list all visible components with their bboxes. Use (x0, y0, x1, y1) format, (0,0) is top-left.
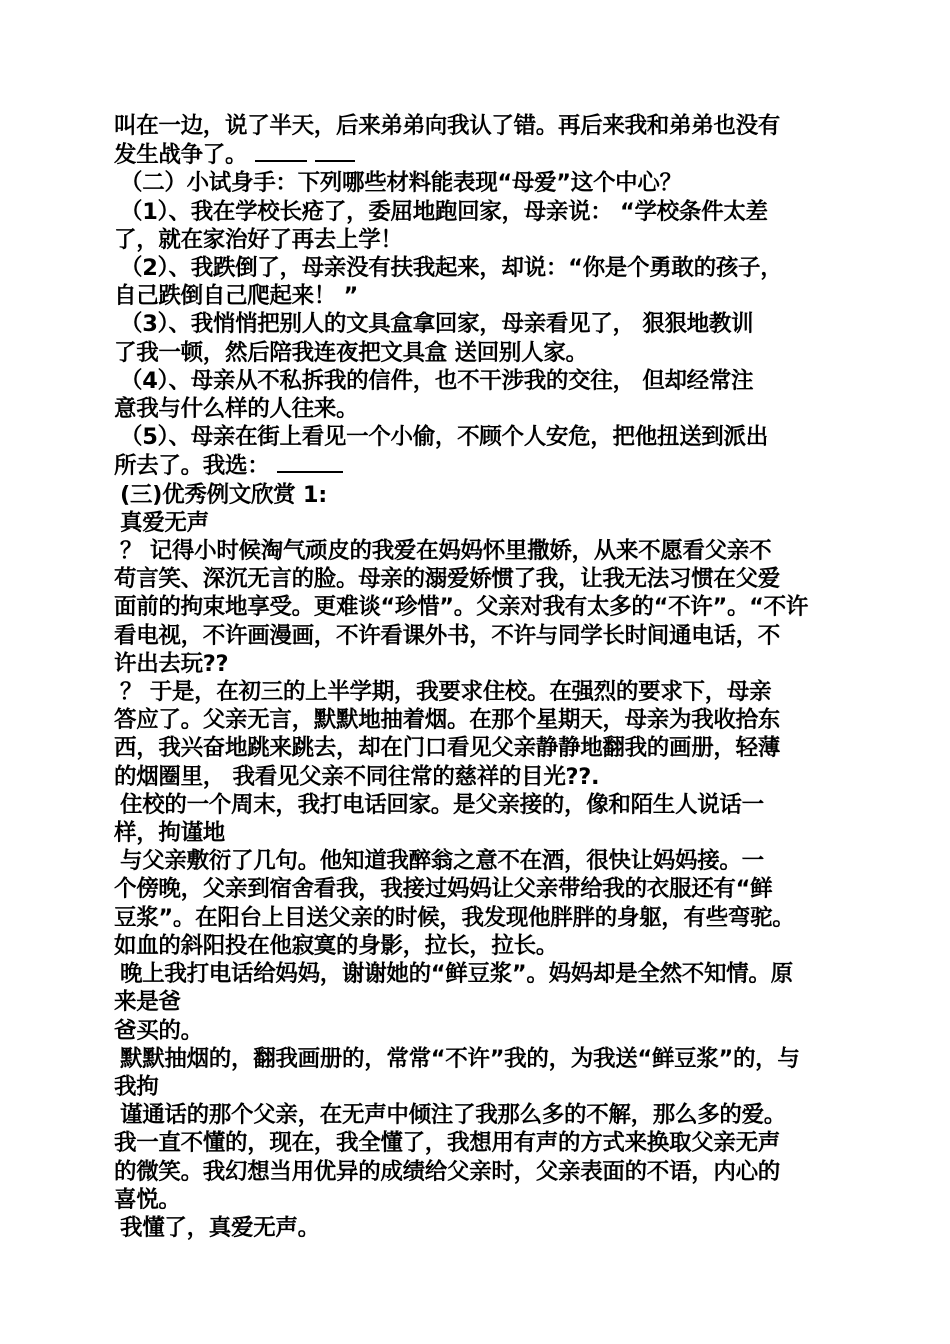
section-heading: （二）小试身手：下列哪些材料能表现“母爱”这个中心？ (120, 170, 682, 197)
text-line: 了，就在家治好了再去上学！ (114, 226, 403, 253)
text-segment: 发生战争了。 (114, 142, 248, 169)
text-line: 如血的斜阳投在他寂寞的身影，拉长，拉长。 (114, 932, 559, 959)
text-line: （2）、我跌倒了，母亲没有扶我起来，却说：“你是个勇敢的孩子， (120, 255, 783, 282)
text-line: 看电视，不许画漫画，不许看课外书，不许与同学长时间通电话，不 (114, 622, 781, 649)
text-line: 面前的拘束地享受。更难谈“珍惜”。父亲对我有太多的“不许”。“不许 (114, 594, 809, 621)
text-line: 晚上我打电话给妈妈，谢谢她的“鲜豆浆”。妈妈却是全然不知情。原 (120, 961, 793, 988)
text-line: 住校的一个周末，我打电话回家。是父亲接的，像和陌生人说话一 (120, 791, 764, 818)
answer-blank (315, 140, 355, 162)
text-line: 与父亲敷衍了几句。他知道我醉翁之意不在酒，很快让妈妈接。一 (120, 848, 764, 875)
text-line: 默默抽烟的，翻我画册的，常常“不许”我的，为我送“鲜豆浆”的，与 (120, 1045, 800, 1072)
text-line: 答应了。父亲无言，默默地抽着烟。在那个星期天，母亲为我收拾东 (114, 707, 781, 734)
text-line: 爸买的。 (114, 1017, 203, 1044)
answer-blank (255, 140, 307, 162)
text-line: 谨通话的那个父亲，在无声中倾注了我那么多的不解，那么多的爱。 (120, 1102, 787, 1129)
text-line: 我拘 (114, 1073, 159, 1100)
text-line: 豆浆”。在阳台上目送父亲的时候，我发现他胖胖的身躯，有些弯驼。 (114, 904, 795, 931)
text-line: 意我与什么样的人往来。 (114, 396, 359, 423)
text-line: 我懂了，真爱无声。 (120, 1214, 320, 1241)
text-line: 自己跌倒自己爬起来！ ” (114, 283, 359, 310)
document-body (114, 112, 844, 1242)
text-line: 许出去玩?? (114, 650, 229, 677)
section-heading: (三)优秀例文欣赏 1: (120, 481, 327, 508)
text-line: ？ 记得小时候淘气顽皮的我爱在妈妈怀里撒娇，从来不愿看父亲不 (120, 538, 772, 565)
text-line: 叫在一边，说了半天，后来弟弟向我认了错。再后来我和弟弟也没有 (114, 113, 781, 139)
text-line: 的微笑。我幻想当用优异的成绩给父亲时，父亲表面的不语，内心的 (114, 1158, 781, 1185)
text-line: ？ 于是，在初三的上半学期，我要求住校。在强烈的要求下，母亲 (120, 679, 772, 706)
text-line: 来是爸 (114, 989, 181, 1016)
text-line: （4）、母亲从不私拆我的信件，也不干涉我的交往， 但却经常注 (120, 367, 754, 394)
text-line: 苟言笑、深沉无言的脸。母亲的溺爱娇惯了我，让我无法习惯在父爱 (114, 566, 781, 593)
text-line: （3）、我悄悄把别人的文具盒拿回家，母亲看见了， 狠狠地教训 (120, 311, 754, 338)
text-line: （1）、我在学校长疮了，委屈地跑回家，母亲说： “学校条件太差 (120, 198, 768, 225)
text-line (114, 140, 844, 169)
text-line: 喜悦。 (114, 1186, 181, 1213)
text-line: 我一直不懂的，现在，我全懂了，我想用有声的方式来换取父亲无声 (114, 1130, 781, 1157)
text-line: 个傍晚，父亲到宿舍看我，我接过妈妈让父亲带给我的衣服还有“鲜 (114, 876, 773, 903)
text-line: （5）、母亲在街上看见一个小偷，不顾个人安危，把他扭送到派出 (120, 424, 768, 451)
answer-blank (277, 451, 343, 473)
text-line (114, 451, 844, 480)
text-segment: 所去了。我选： (114, 453, 270, 480)
text-line: 的烟圈里， 我看见父亲不同往常的慈祥的目光??. (114, 763, 600, 790)
essay-title: 真爱无声 (120, 509, 209, 536)
text-line: 样，拘谨地 (114, 820, 226, 847)
text-line: 了我一顿，然后陪我连夜把文具盒 送回别人家。 (114, 339, 588, 366)
text-line: 西，我兴奋地跳来跳去，却在门口看见父亲静静地翻我的画册，轻薄 (114, 735, 781, 762)
